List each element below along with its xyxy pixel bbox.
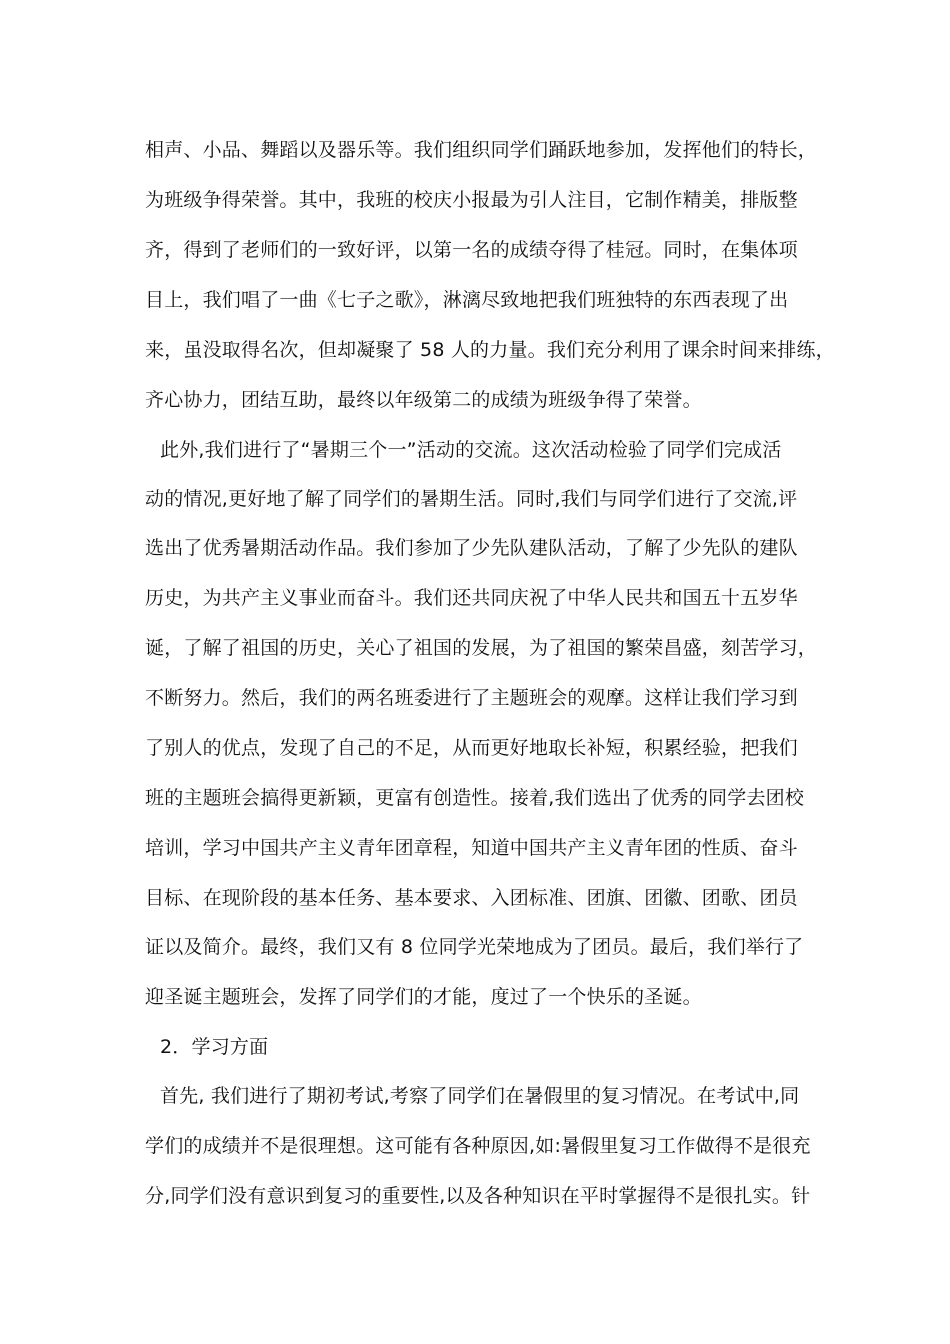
text-line: 迎圣诞主题班会，发挥了同学们的才能，度过了一个快乐的圣诞。 [145, 986, 702, 1008]
text-line: 目上，我们唱了一曲《七子之歌》，淋漓尽致地把我们班独特的东西表现了出 [145, 289, 789, 311]
text-line: 诞，了解了祖国的历史，关心了祖国的发展，为了祖国的繁荣昌盛，刻苦学习， [145, 637, 818, 659]
paragraph-first-line: 首先, 我们进行了期初考试,考察了同学们在暑假里的复习情况。在考试中,同 [160, 1085, 800, 1107]
text-line: 历史，为共产主义事业而奋斗。我们还共同庆祝了中华人民共和国五十五岁华 [145, 587, 798, 609]
section-heading: 2．学习方面 [160, 1036, 269, 1058]
text-line: 为班级争得荣誉。其中，我班的校庆小报最为引人注目，它制作精美，排版整 [145, 189, 798, 211]
text-line: 了别人的优点，发现了自己的不足，从而更好地取长补短，积累经验，把我们 [145, 737, 798, 759]
text-line: 相声、小品、舞蹈以及器乐等。我们组织同学们踊跃地参加，发挥他们的特长， [145, 139, 818, 161]
text-line: 分,同学们没有意识到复习的重要性,以及各种知识在平时掌握得不是很扎实。针 [145, 1185, 811, 1207]
text-line: 不断努力。然后，我们的两名班委进行了主题班会的观摩。这样让我们学习到 [145, 687, 798, 709]
text-line: 齐心协力，团结互助，最终以年级第二的成绩为班级争得了荣誉。 [145, 389, 702, 411]
text-line: 目标、在现阶段的基本任务、基本要求、入团标准、团旗、团徽、团歌、团员 [145, 887, 798, 909]
text-line: 齐，得到了老师们的一致好评，以第一名的成绩夺得了桂冠。同时，在集体项 [145, 239, 798, 261]
text-line: 证以及简介。最终，我们又有 8 位同学光荣地成为了团员。最后，我们举行了 [145, 936, 804, 958]
text-line: 来，虽没取得名次，但却凝聚了 58 人的力量。我们充分利用了课余时间来排练， [145, 339, 835, 361]
text-line: 选出了优秀暑期活动作品。我们参加了少先队建队活动，了解了少先队的建队 [145, 537, 798, 559]
paragraph-first-line: 此外,我们进行了“暑期三个一”活动的交流。这次活动检验了同学们完成活 [160, 439, 782, 461]
text-line: 学们的成绩并不是很理想。这可能有各种原因,如:暑假里复习工作做得不是很充 [145, 1135, 811, 1157]
text-line: 动的情况,更好地了解了同学们的暑期生活。同时,我们与同学们进行了交流,评 [145, 488, 798, 510]
text-line: 班的主题班会搞得更新颖，更富有创造性。接着,我们选出了优秀的同学去团校 [145, 787, 805, 809]
text-line: 培训，学习中国共产主义青年团章程，知道中国共产主义青年团的性质、奋斗 [145, 837, 798, 859]
